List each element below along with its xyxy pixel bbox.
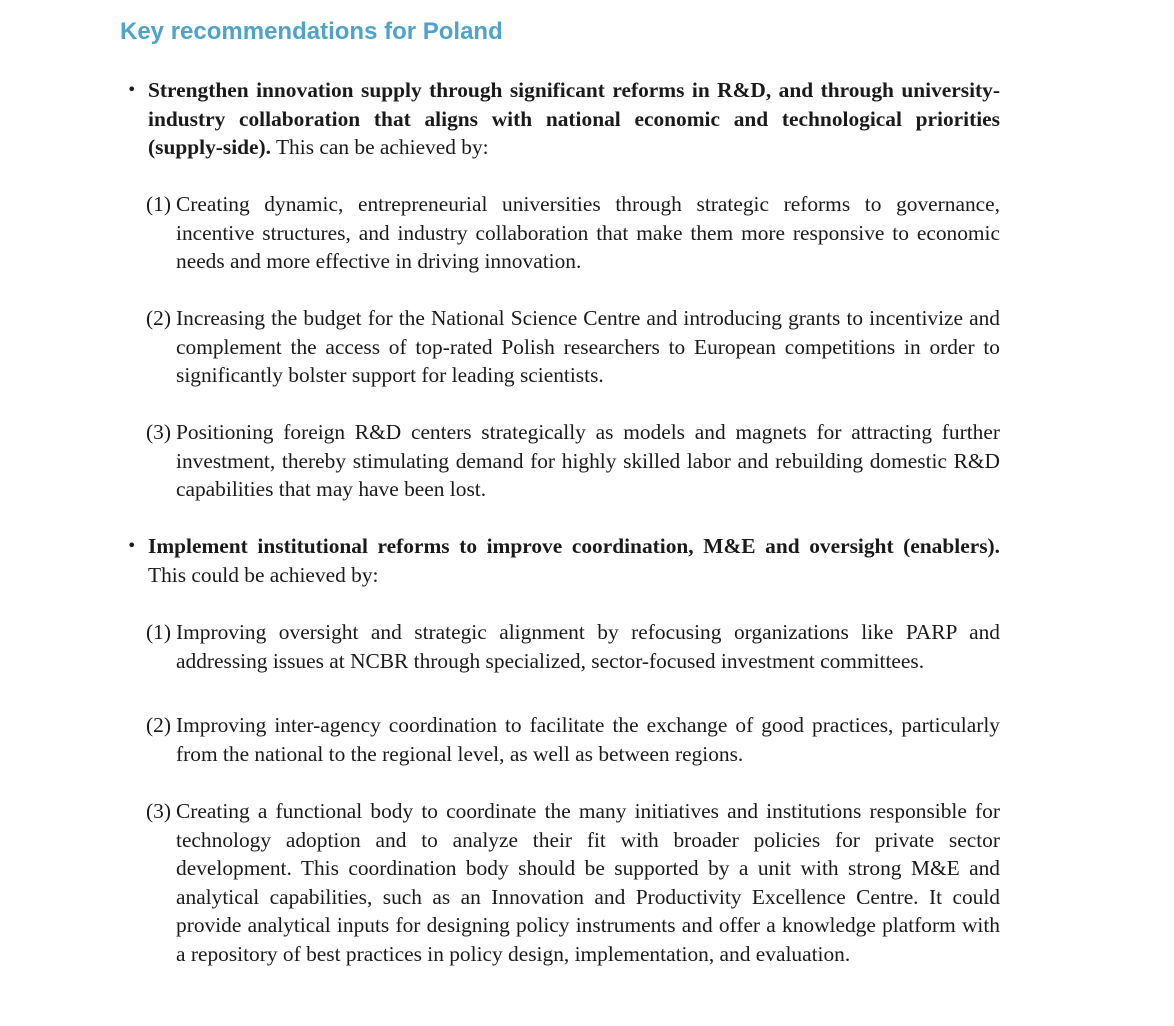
list-item: Creating dynamic, entrepreneurial universities through strategic reforms to governance, incentive structures, and industry collaboration that make them more responsive to economic needs and more effective in driving innovation. (176, 192, 1000, 273)
item-number: (2) (146, 713, 171, 737)
item-number: (2) (146, 306, 171, 330)
bullet-2-text (148, 532, 1000, 589)
list-item: Positioning foreign R&D centers strategically as models and magnets for attracting further investment, thereby stimulating demand for highly skilled labor and rebuilding domestic R&D capabilities that may have been lost. (176, 420, 1000, 501)
bullet-2-lead: This could be achieved by: (148, 562, 379, 587)
bullet-1-lead: This can be achieved by: (271, 135, 489, 159)
list-item: Improving oversight and strategic alignment by refocusing organizations like PARP and addressing issues at NCBR through specialized, sector-focused investment committees. (176, 620, 1000, 673)
bullet-2-heading: Implement institutional reforms to improve coordination, M&E and oversight (enablers). (148, 534, 1000, 558)
item-number: (3) (146, 799, 171, 823)
list-item: Creating a functional body to coordinate the many initiatives and institutions responsible for technology adoption and to analyze their fit with broader policies for private sector development. This coordination body should be supported by a unit with strong M&E and analytical capabilities, such as an Innovation and Productivity Excellence Centre. It could provide analytical inputs for designing policy instruments and offer a knowledge platform with a repository of best practices in policy design, implementation, and evaluation. (176, 799, 1000, 966)
item-number: (1) (146, 192, 171, 216)
item-number: (3) (146, 420, 171, 444)
list-item: Improving inter-agency coordination to facilitate the exchange of good practices, particularly from the national to the regional level, as well as between regions. (176, 713, 1000, 766)
bullet-1-heading: Strengthen innovation supply through significant reforms in R&D, and through university-industry collaboration that aligns with national economic and technological priorities (supply-side). (148, 78, 1000, 159)
list-item: Increasing the budget for the National Science Centre and introducing grants to incentivize and complement the access of top-rated Polish researchers to European competitions in order to significantly bolster support for leading scientists. (176, 306, 1000, 387)
bullet-marker: • (127, 536, 137, 555)
bullet-marker: • (127, 80, 137, 99)
bullet-1-text (148, 76, 1000, 162)
section-title: Key recommendations for Poland (120, 18, 503, 45)
item-number: (1) (146, 620, 171, 644)
